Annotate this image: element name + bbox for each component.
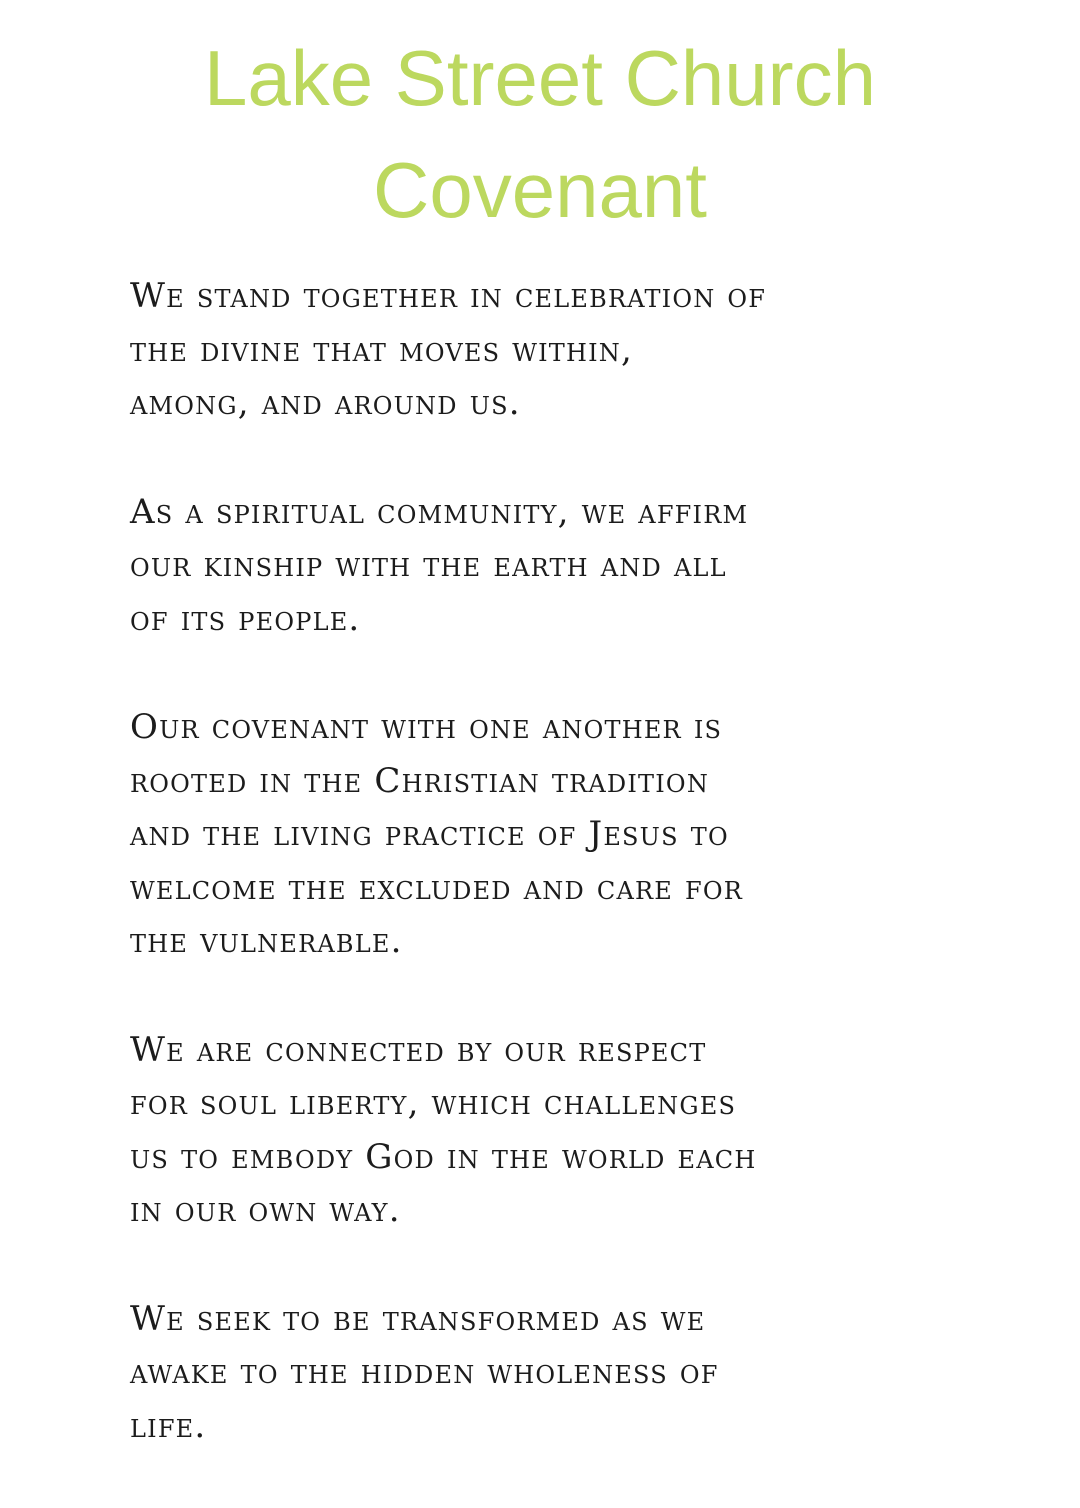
covenant-paragraph-2 <box>130 486 960 647</box>
paragraph-line: rooted in the Christian tradition <box>130 760 710 801</box>
paragraph-line: us to embody God in the world each <box>130 1136 757 1177</box>
paragraph-line: in our own way. <box>130 1190 401 1230</box>
covenant-paragraph-4 <box>130 1024 960 1238</box>
paragraph-line: life. <box>130 1405 207 1446</box>
paragraph-line: awake to the hidden wholeness of <box>130 1352 719 1392</box>
page-title <box>0 22 1080 246</box>
covenant-paragraph-1 <box>130 270 960 431</box>
paragraph-line: our kinship with the earth and all <box>130 545 727 585</box>
paragraph-line: Our covenant with one another is <box>130 707 723 747</box>
title-line-2: Covenant <box>373 146 707 234</box>
covenant-paragraph-5 <box>130 1293 960 1454</box>
paragraph-line: We seek to be transformed as we <box>130 1298 706 1339</box>
paragraph-line: the vulnerable. <box>130 921 403 961</box>
title-line-1: Lake Street Church <box>203 34 877 122</box>
paragraph-line: of its people. <box>130 598 361 639</box>
covenant-text <box>130 270 960 1508</box>
paragraph-line: and the living practice of Jesus to <box>130 814 729 854</box>
paragraph-line: We are connected by our respect <box>130 1029 707 1070</box>
paragraph-line: We stand together in celebration of <box>130 276 767 316</box>
paragraph-line: welcome the excluded and care for <box>130 867 744 908</box>
paragraph-line: As a spiritual community, we affirm <box>130 491 749 532</box>
paragraph-line: for soul liberty, which challenges <box>130 1083 737 1123</box>
paragraph-line: among, and around us. <box>130 383 521 423</box>
covenant-paragraph-3 <box>130 701 960 969</box>
paragraph-line: the divine that moves within, <box>130 329 634 370</box>
